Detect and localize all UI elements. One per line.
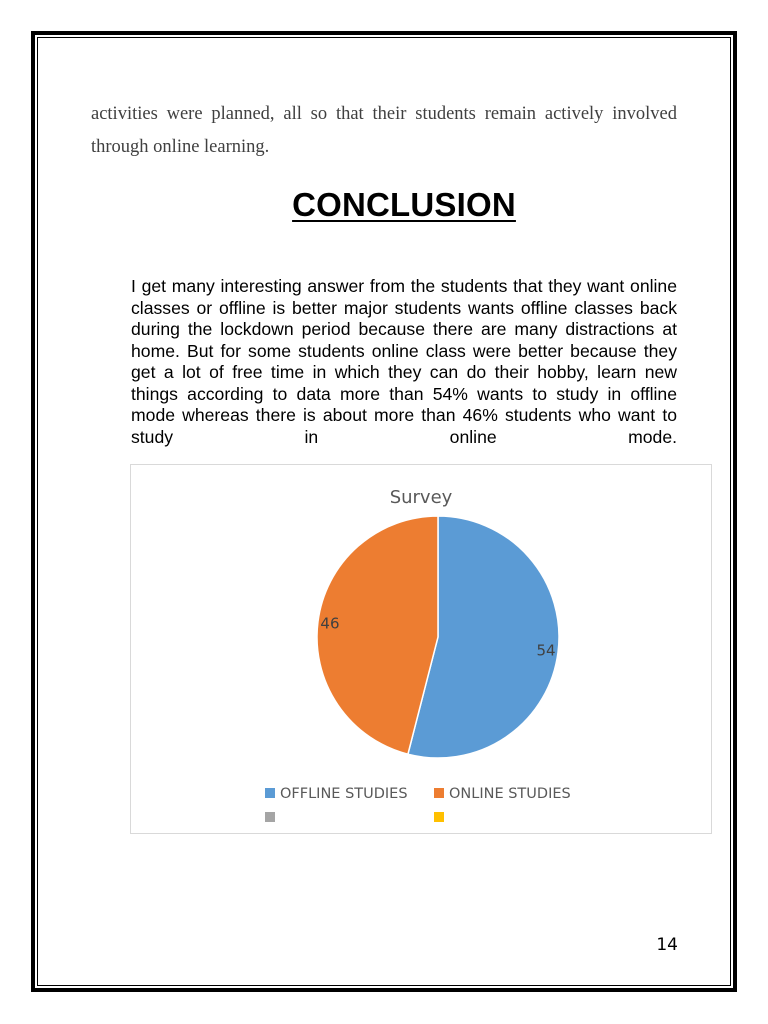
legend-label: ONLINE STUDIES xyxy=(449,786,571,802)
conclusion-heading: CONCLUSION xyxy=(292,186,516,223)
intro-paragraph: activities were planned, all so that their students remain actively involved through online learning. xyxy=(91,104,677,157)
legend-label: OFFLINE STUDIES xyxy=(280,786,408,802)
legend-swatch xyxy=(434,788,444,798)
page-number: 14 xyxy=(656,935,678,955)
data-label-online-studies: 46 xyxy=(320,614,340,633)
survey-pie-chart xyxy=(130,464,712,834)
pie-plot-area xyxy=(131,465,711,833)
chart-title: Survey xyxy=(389,487,453,508)
legend-item xyxy=(265,810,280,826)
legend-item xyxy=(434,810,449,826)
legend-item xyxy=(434,786,571,802)
legend-item xyxy=(265,786,408,802)
legend-swatch xyxy=(434,812,444,822)
legend-swatch xyxy=(265,812,275,822)
legend-swatch xyxy=(265,788,275,798)
conclusion-paragraph: I get many interesting answer from the students that they want online classes or offline is better major students wants offline classes back during the lockdown period because there are many distractions at home. But for some students online class were better because they get a lot of free time in which they can do their hobby, learn new things according to data more than 54% wants to study in offline mode whereas there is about more than 46% students who want to study in online mode. xyxy=(131,276,677,447)
data-label-offline-studies: 54 xyxy=(536,641,556,660)
